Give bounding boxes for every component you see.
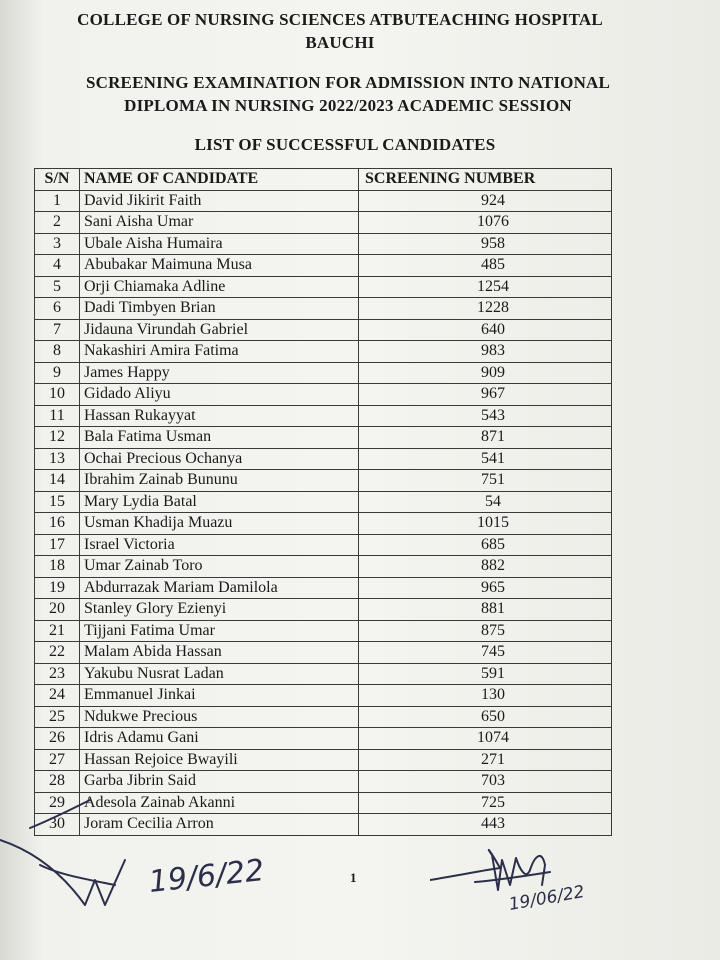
row-sn: 11 [35,405,80,427]
left-signature-date: 19/6/22 [147,853,266,900]
row-candidate-name: Abdurrazak Mariam Damilola [80,577,359,599]
row-screening-number: 725 [359,792,612,814]
table-row [35,556,612,578]
row-sn: 14 [35,470,80,492]
row-sn: 15 [35,491,80,513]
row-screening-number: 965 [359,577,612,599]
row-candidate-name: Idris Adamu Gani [80,728,359,750]
row-candidate-name: Bala Fatima Usman [80,427,359,449]
row-screening-number: 541 [359,448,612,470]
row-screening-number: 1228 [359,298,612,320]
table-row [35,491,612,513]
row-candidate-name: Jidauna Virundah Gabriel [80,319,359,341]
row-candidate-name: Abubakar Maimuna Musa [80,255,359,277]
row-candidate-name: David Jikirit Faith [80,190,359,212]
row-sn: 27 [35,749,80,771]
row-sn: 2 [35,212,80,234]
row-sn: 10 [35,384,80,406]
table-row [35,233,612,255]
candidates-table [34,168,612,836]
column-header-name: NAME OF CANDIDATE [80,169,359,191]
row-screening-number: 983 [359,341,612,363]
row-candidate-name: Ubale Aisha Humaira [80,233,359,255]
exam-title [0,71,708,117]
row-candidate-name: Dadi Timbyen Brian [80,298,359,320]
table-row [35,319,612,341]
table-header-row [35,169,612,191]
row-screening-number: 1254 [359,276,612,298]
row-candidate-name: Sani Aisha Umar [80,212,359,234]
table-row [35,427,612,449]
exam-line-2: DIPLOMA IN NURSING 2022/2023 ACADEMIC SESSION [124,96,572,115]
table-row [35,405,612,427]
row-screening-number: 271 [359,749,612,771]
table-row [35,298,612,320]
row-sn: 4 [35,255,80,277]
row-sn: 16 [35,513,80,535]
row-candidate-name: Ochai Precious Ochanya [80,448,359,470]
row-candidate-name: Ibrahim Zainab Bununu [80,470,359,492]
row-screening-number: 1015 [359,513,612,535]
table-row [35,276,612,298]
row-sn: 1 [35,190,80,212]
row-candidate-name: Umar Zainab Toro [80,556,359,578]
table-row [35,663,612,685]
row-screening-number: 703 [359,771,612,793]
row-candidate-name: Gidado Aliyu [80,384,359,406]
row-sn: 3 [35,233,80,255]
table-row [35,448,612,470]
row-screening-number: 1074 [359,728,612,750]
exam-line-1: SCREENING EXAMINATION FOR ADMISSION INTO NATIONAL [85,73,611,92]
row-candidate-name: Yakubu Nusrat Ladan [80,663,359,685]
row-candidate-name: Mary Lydia Batal [80,491,359,513]
institution-title [0,8,700,54]
row-sn: 29 [35,792,80,814]
row-screening-number: 485 [359,255,612,277]
row-screening-number: 54 [359,491,612,513]
row-screening-number: 924 [359,190,612,212]
table-row [35,362,612,384]
row-sn: 18 [35,556,80,578]
row-candidate-name: Emmanuel Jinkai [80,685,359,707]
row-screening-number: 881 [359,599,612,621]
row-candidate-name: Orji Chiamaka Adline [80,276,359,298]
row-screening-number: 443 [359,814,612,836]
table-row [35,577,612,599]
row-candidate-name: Tijjani Fatima Umar [80,620,359,642]
row-screening-number: 875 [359,620,612,642]
table-row [35,728,612,750]
table-row [35,341,612,363]
row-screening-number: 882 [359,556,612,578]
row-candidate-name: Israel Victoria [80,534,359,556]
row-sn: 22 [35,642,80,664]
row-candidate-name: Usman Khadija Muazu [80,513,359,535]
row-sn: 19 [35,577,80,599]
row-screening-number: 871 [359,427,612,449]
list-subtitle: LIST OF SUCCESSFUL CANDIDATES [194,135,496,154]
table-row [35,384,612,406]
row-screening-number: 967 [359,384,612,406]
right-signature [430,840,630,920]
column-header-number: SCREENING NUMBER [359,169,612,191]
row-candidate-name: Hassan Rukayyat [80,405,359,427]
row-sn: 23 [35,663,80,685]
left-signature [0,780,320,920]
table-row [35,749,612,771]
row-screening-number: 751 [359,470,612,492]
table-row [35,706,612,728]
row-sn: 30 [35,814,80,836]
row-screening-number: 685 [359,534,612,556]
row-candidate-name: Adesola Zainab Akanni [80,792,359,814]
row-candidate-name: Garba Jibrin Said [80,771,359,793]
row-sn: 24 [35,685,80,707]
row-sn: 28 [35,771,80,793]
row-screening-number: 130 [359,685,612,707]
row-candidate-name: Nakashiri Amira Fatima [80,341,359,363]
row-sn: 6 [35,298,80,320]
column-header-sn: S/N [35,169,80,191]
table-row [35,685,612,707]
row-screening-number: 591 [359,663,612,685]
row-sn: 8 [35,341,80,363]
row-candidate-name: Ndukwe Precious [80,706,359,728]
table-row [35,534,612,556]
row-sn: 21 [35,620,80,642]
row-screening-number: 745 [359,642,612,664]
row-screening-number: 543 [359,405,612,427]
table-row [35,255,612,277]
row-screening-number: 909 [359,362,612,384]
table-row [35,642,612,664]
table-row [35,470,612,492]
table-row [35,599,612,621]
row-screening-number: 650 [359,706,612,728]
row-sn: 25 [35,706,80,728]
table-row [35,212,612,234]
row-sn: 26 [35,728,80,750]
row-candidate-name: James Happy [80,362,359,384]
row-candidate-name: Stanley Glory Ezienyi [80,599,359,621]
institution-line-1: COLLEGE OF NURSING SCIENCES ATBUTEACHING HOSPITAL [77,10,603,29]
row-sn: 12 [35,427,80,449]
row-sn: 13 [35,448,80,470]
row-screening-number: 1076 [359,212,612,234]
table-row [35,513,612,535]
institution-line-2: BAUCHI [305,33,375,52]
row-screening-number: 640 [359,319,612,341]
table-row [35,620,612,642]
row-sn: 9 [35,362,80,384]
row-candidate-name: Hassan Rejoice Bwayili [80,749,359,771]
table-row [35,190,612,212]
row-candidate-name: Joram Cecilia Arron [80,814,359,836]
row-sn: 20 [35,599,80,621]
page-number: 1 [350,870,357,885]
row-sn: 17 [35,534,80,556]
row-candidate-name: Malam Abida Hassan [80,642,359,664]
row-screening-number: 958 [359,233,612,255]
right-signature-date: 19/06/22 [507,881,587,915]
row-sn: 5 [35,276,80,298]
row-sn: 7 [35,319,80,341]
